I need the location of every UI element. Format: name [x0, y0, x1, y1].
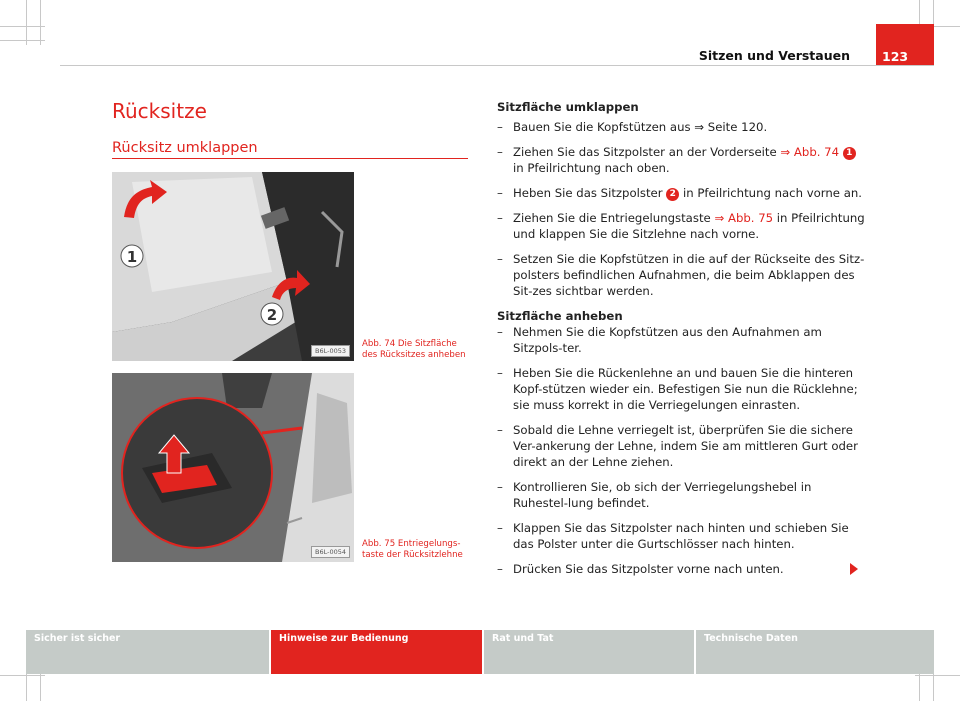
crop-mark [40, 0, 41, 45]
step-text: Kontrollieren Sie, ob sich der Verriegelungshebel in Ruhestel-lung befindet. [513, 480, 812, 510]
subheading-raise: Sitzfläche anheben [497, 309, 623, 323]
page-link[interactable]: ⇒ Seite 120. [694, 120, 768, 134]
instructions-column [497, 99, 867, 577]
step-item [497, 365, 867, 413]
step-text: in Pfeilrichtung und klappen Sie die Sitzlehne nach vorne. [513, 211, 865, 241]
caption-line: Abb. 75 Entriegelungs- [362, 539, 461, 549]
step-text: Ziehen Sie die Entriegelungstaste [513, 211, 715, 225]
step-text: Drücken Sie das Sitzpolster vorne nach unten. [513, 562, 784, 576]
step-text: Nehmen Sie die Kopfstützen aus den Aufnahmen am Sitzpols-ter. [513, 325, 822, 355]
step-item [497, 422, 867, 470]
backrest-illustration [112, 373, 354, 562]
figure-code: B6L-0053 [311, 345, 350, 357]
dash: – [497, 325, 503, 339]
step-text: Klappen Sie das Sitzpolster nach hinten und schieben Sie das Polster unter die Gurtschlösser nach hinten. [513, 521, 849, 551]
figure-caption [362, 339, 466, 361]
chapter-title: Rücksitze [112, 99, 207, 123]
header-rule [60, 65, 934, 66]
footer-nav [26, 630, 934, 674]
figure-link[interactable]: ⇒ Abb. 75 [714, 211, 774, 225]
caption-line: Abb. 74 Die Sitzfläche [362, 339, 457, 349]
step-item [497, 119, 867, 135]
section-rule [112, 158, 468, 159]
figure-release-button [112, 373, 354, 562]
crop-mark [915, 675, 960, 676]
dash: – [497, 366, 503, 380]
dash: – [497, 252, 503, 266]
crop-mark [0, 40, 45, 41]
step-text: Ziehen Sie das Sitzpolster an der Vorderseite [513, 145, 781, 159]
footer-tab-safety[interactable]: Sicher ist sicher [26, 630, 269, 674]
dash: – [497, 145, 503, 159]
step-item [497, 324, 867, 356]
figure-marker-1: 1 [126, 248, 138, 266]
figure-code: B6L-0054 [311, 546, 350, 558]
step-item [497, 251, 867, 299]
number-badge: 1 [843, 147, 856, 160]
crop-mark [0, 675, 45, 676]
step-text: Bauen Sie die Kopfstützen aus [513, 120, 695, 134]
crop-mark [0, 26, 45, 27]
step-item [497, 561, 867, 577]
figure-caption [362, 539, 463, 561]
figure-link[interactable]: ⇒ Abb. 74 [780, 145, 840, 159]
footer-tab-advice[interactable]: Rat und Tat [484, 630, 694, 674]
footer-tab-operation[interactable]: Hinweise zur Bedienung [271, 630, 482, 674]
footer-tab-technical[interactable]: Technische Daten [696, 630, 934, 674]
dash: – [497, 186, 503, 200]
dash: – [497, 211, 503, 225]
step-item [497, 520, 867, 552]
dash: – [497, 480, 503, 494]
seat-illustration [112, 172, 354, 361]
step-text: in Pfeilrichtung nach vorne an. [679, 186, 862, 200]
triangle-right-icon[interactable] [850, 563, 858, 575]
step-text: Heben Sie die Rückenlehne an und bauen Sie die hinteren Kopf-stützen wieder ein. Befestigen Sie nun die Rücklehne; sie muss korrekt in die Verriegelungen einrasten. [513, 366, 858, 412]
step-item [497, 210, 867, 242]
step-text: Setzen Sie die Kopfstützen in die auf der Rückseite des Sitz-polsters befindlichen Aufnahmen, die beim Abklappen des Sit-zes sichtbar werden. [513, 252, 865, 298]
dash: – [497, 423, 503, 437]
running-header: Sitzen und Verstauen [698, 48, 850, 63]
section-title: Rücksitz umklappen [112, 140, 258, 156]
figure-seat-cushion [112, 172, 354, 361]
figure-marker-2: 2 [266, 306, 278, 324]
subheading-fold: Sitzfläche umklappen [497, 100, 639, 114]
page-number: 123 [876, 24, 934, 66]
step-text: Sobald die Lehne verriegelt ist, überprüfen Sie die sichere Ver-ankerung der Lehne, indem Sie am mittleren Gurt oder direkt an der Lehne ziehen. [513, 423, 858, 469]
crop-mark [26, 0, 27, 45]
caption-line: taste der Rücksitzlehne [362, 550, 463, 560]
caption-line: des Rücksitzes anheben [362, 350, 466, 360]
number-badge: 2 [666, 188, 679, 201]
step-text: Heben Sie das Sitzpolster [513, 186, 667, 200]
dash: – [497, 120, 503, 134]
dash: – [497, 521, 503, 535]
dash: – [497, 562, 503, 576]
step-text: in Pfeilrichtung nach oben. [513, 161, 670, 175]
step-item [497, 479, 867, 511]
step-item [497, 144, 867, 176]
step-item [497, 185, 867, 201]
